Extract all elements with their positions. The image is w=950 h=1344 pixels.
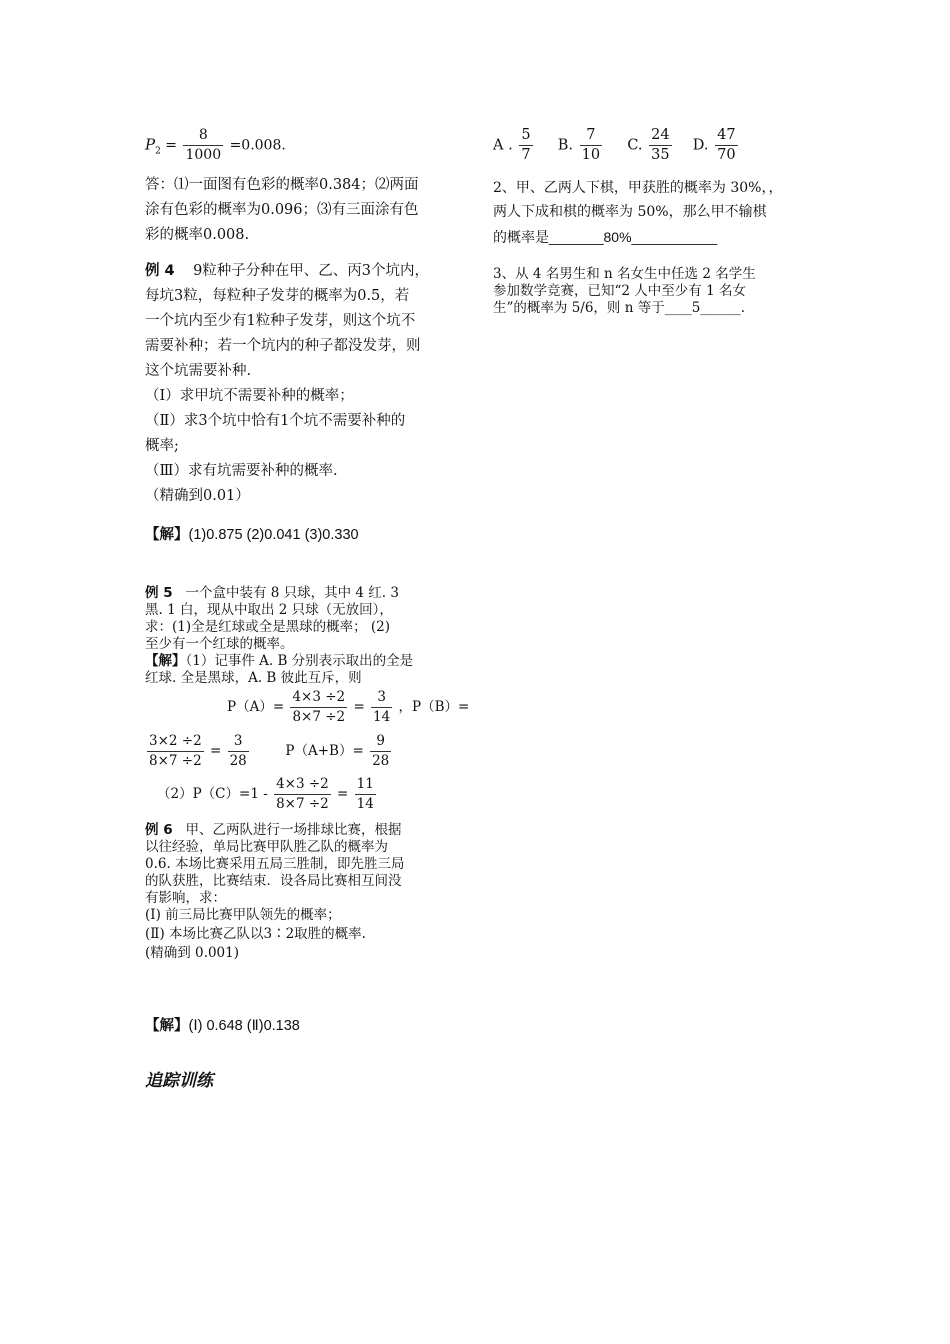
pa-result-numerator: 3 xyxy=(371,688,392,708)
ex4-line-6: （Ⅰ）求甲坑不需要补种的概率； xyxy=(145,388,354,404)
choice-c-denominator: 35 xyxy=(651,147,670,163)
q2-answer: _______80%___________ xyxy=(549,229,718,245)
ex6-line-7: (Ⅱ) 本场比赛乙队以3∶2取胜的概率. xyxy=(145,926,366,942)
pa-fraction xyxy=(290,688,347,727)
q3-prefix: 生”的概率为 5/6，则 n 等于 xyxy=(493,300,665,316)
pc-denominator: 8×7 ÷2 xyxy=(276,796,329,812)
ex6-text-1: 甲、乙两队进行一场排球比赛，根据 xyxy=(185,822,402,838)
pc-result-numerator: 11 xyxy=(355,775,376,795)
ex5-solution-label: 【解】 xyxy=(145,653,186,669)
answer-line-2: 涂有色彩的概率为0.096；⑶有三面涂有色 xyxy=(145,202,419,218)
section-title: 追踪训练 xyxy=(145,1071,213,1091)
choice-c-numerator: 24 xyxy=(649,126,671,146)
ex5-solution-line-1 xyxy=(145,653,413,670)
ex4-line-8: 概率; xyxy=(145,438,179,454)
choice-b-numerator: 7 xyxy=(580,126,602,146)
pab-denominator: 28 xyxy=(372,753,390,769)
q2-line-2: 两人下成和棋的概率为 50%，那么甲不输棋 xyxy=(493,204,767,220)
p2-result: =0.008 xyxy=(229,137,282,154)
pb-denominator: 8×7 ÷2 xyxy=(149,753,202,769)
choice-c-fraction xyxy=(649,126,671,165)
pa-numerator: 4×3 ÷2 xyxy=(290,688,347,708)
ex4-line-9: （Ⅲ）求有坑需要补种的概率. xyxy=(145,463,338,479)
p2-eq: = xyxy=(165,137,178,154)
q2-prefix: 的概率是 xyxy=(493,230,549,246)
answer-line-1: 答：⑴一面图有色彩的概率0.384；⑵两面 xyxy=(145,177,419,193)
ex6-line-1 xyxy=(145,822,401,839)
ex5-solution-line-2: 红球. 全是黑球，A. B 彼此互斥，则 xyxy=(145,670,362,686)
pa-result-denominator: 14 xyxy=(373,709,391,725)
choice-a-denominator: 7 xyxy=(521,147,531,163)
ex5-label: 例 5 xyxy=(145,585,173,601)
pa-eq: = xyxy=(353,699,365,715)
pc-fraction xyxy=(274,775,331,814)
pc-result-denominator: 14 xyxy=(356,796,374,812)
choices-row xyxy=(493,126,740,165)
p2-numerator: 8 xyxy=(183,126,223,146)
ex4-solution-text: (1)0.875 (2)0.041 (3)0.330 xyxy=(188,527,359,543)
ex4-solution xyxy=(145,525,359,545)
p2-end: . xyxy=(281,137,286,154)
pc-label: （2）P（C）=1 - xyxy=(157,786,268,802)
pab-fraction xyxy=(370,732,391,771)
ex4-line-5: 这个坑需要补种. xyxy=(145,363,252,379)
pb-numerator: 3×2 ÷2 xyxy=(147,732,204,752)
p2-denominator: 1000 xyxy=(185,147,222,163)
ex6-line-4: 的队获胜，比赛结束．设各局比赛相互间没 xyxy=(145,873,402,889)
ex5-solution-text-1: （1）记事件 A. B 分别表示取出的全是 xyxy=(185,653,414,669)
q3-line-1: 3、从 4 名男生和 n 名女生中任选 2 名学生 xyxy=(493,266,756,282)
pab-label: P（A+B）= xyxy=(285,743,364,759)
ex4-text-1: 9粒种子分种在甲、乙、丙3个坑内， xyxy=(193,263,430,279)
ex6-line-5: 有影响，求： xyxy=(145,890,226,906)
choice-a-label: A . xyxy=(493,137,513,154)
choice-a-numerator: 5 xyxy=(519,126,532,146)
pa-denominator: 8×7 ÷2 xyxy=(292,709,346,725)
p2-fraction xyxy=(183,126,223,165)
choice-a-fraction xyxy=(519,126,532,165)
q2-line-3 xyxy=(493,227,717,248)
pb-fraction xyxy=(147,732,204,771)
pab-numerator: 9 xyxy=(370,732,391,752)
pc-eq: = xyxy=(337,786,349,802)
answer-line-3: 彩的概率0.008. xyxy=(145,227,250,243)
ex6-line-3: 0.6. 本场比赛采用五局三胜制，即先胜三局 xyxy=(145,856,405,872)
pb-label: ，P（B）= xyxy=(398,699,470,715)
p2-subscript: 2 xyxy=(155,146,161,157)
ex6-line-2: 以往经验，单局比赛甲队胜乙队的概率为 xyxy=(145,839,388,855)
ex5-text-1: 一个盒中装有 8 只球，其中 4 红. 3 xyxy=(185,585,399,601)
ex4-line-7: （Ⅱ）求3个坑中恰有1个坑不需要补种的 xyxy=(145,413,406,429)
ex6-line-6: (Ⅰ) 前三局比赛甲队领先的概率； xyxy=(145,907,341,923)
choice-c-label: C. xyxy=(627,137,643,154)
choice-b-fraction xyxy=(580,126,602,165)
pb-eq: = xyxy=(209,743,222,759)
ex4-line-3: 一个坑内至少有1粒种子发芽，则这个坑不 xyxy=(145,313,416,329)
pa-label: P（A）= xyxy=(227,699,285,715)
pb-result-fraction xyxy=(228,732,249,771)
pb-result-numerator: 3 xyxy=(228,732,249,752)
ex4-line-2: 每坑3粒，每粒种子发芽的概率为0.5，若 xyxy=(145,288,410,304)
pb-result-denominator: 28 xyxy=(229,753,247,769)
pa-equation xyxy=(227,688,469,727)
ex4-line-1 xyxy=(145,261,429,281)
ex4-line-4: 需要补种；若一个坑内的种子都没发芽，则 xyxy=(145,338,421,354)
pc-equation xyxy=(157,775,378,814)
ex6-label: 例 6 xyxy=(145,822,173,838)
ex4-solution-label: 【解】 xyxy=(145,527,189,543)
p2-symbol: P xyxy=(145,135,156,154)
pa-result-fraction xyxy=(371,688,392,727)
pc-numerator: 4×3 ÷2 xyxy=(274,775,331,795)
pb-equation xyxy=(145,732,393,771)
p2-equation xyxy=(145,126,286,165)
ex5-line-1 xyxy=(145,585,399,602)
ex6-line-8: (精确到 0.001) xyxy=(145,945,239,961)
choice-b-label: B. xyxy=(557,137,574,154)
q3-answer: ____5______ xyxy=(664,300,741,316)
q2-line-1: 2、甲、乙两人下棋，甲获胜的概率为 30%，， xyxy=(493,180,783,196)
ex4-line-10: （精确到0.01） xyxy=(145,488,250,504)
q3-end: . xyxy=(740,300,746,316)
pc-result-fraction xyxy=(355,775,376,814)
ex4-label: 例 4 xyxy=(145,263,175,279)
choice-d-numerator: 47 xyxy=(715,126,737,146)
ex6-solution xyxy=(145,1016,300,1036)
ex5-line-2: 黑. 1 白，现从中取出 2 只球（无放回）， xyxy=(145,602,393,618)
q3-line-3 xyxy=(493,300,745,317)
ex5-line-4: 至少有一个红球的概率。 xyxy=(145,636,294,652)
q3-line-2: 参加数学竞赛，已知“2 人中至少有 1 名女 xyxy=(493,283,746,299)
choice-d-fraction xyxy=(715,126,737,165)
ex5-line-3: 求：(1)全是红球或全是黑球的概率； (2) xyxy=(145,619,391,635)
choice-b-denominator: 10 xyxy=(581,147,601,163)
ex6-solution-label: 【解】 xyxy=(145,1018,189,1034)
choice-d-label: D. xyxy=(692,137,709,154)
ex6-solution-text: (Ⅰ) 0.648 (Ⅱ)0.138 xyxy=(188,1018,300,1034)
choice-d-denominator: 70 xyxy=(717,147,736,163)
